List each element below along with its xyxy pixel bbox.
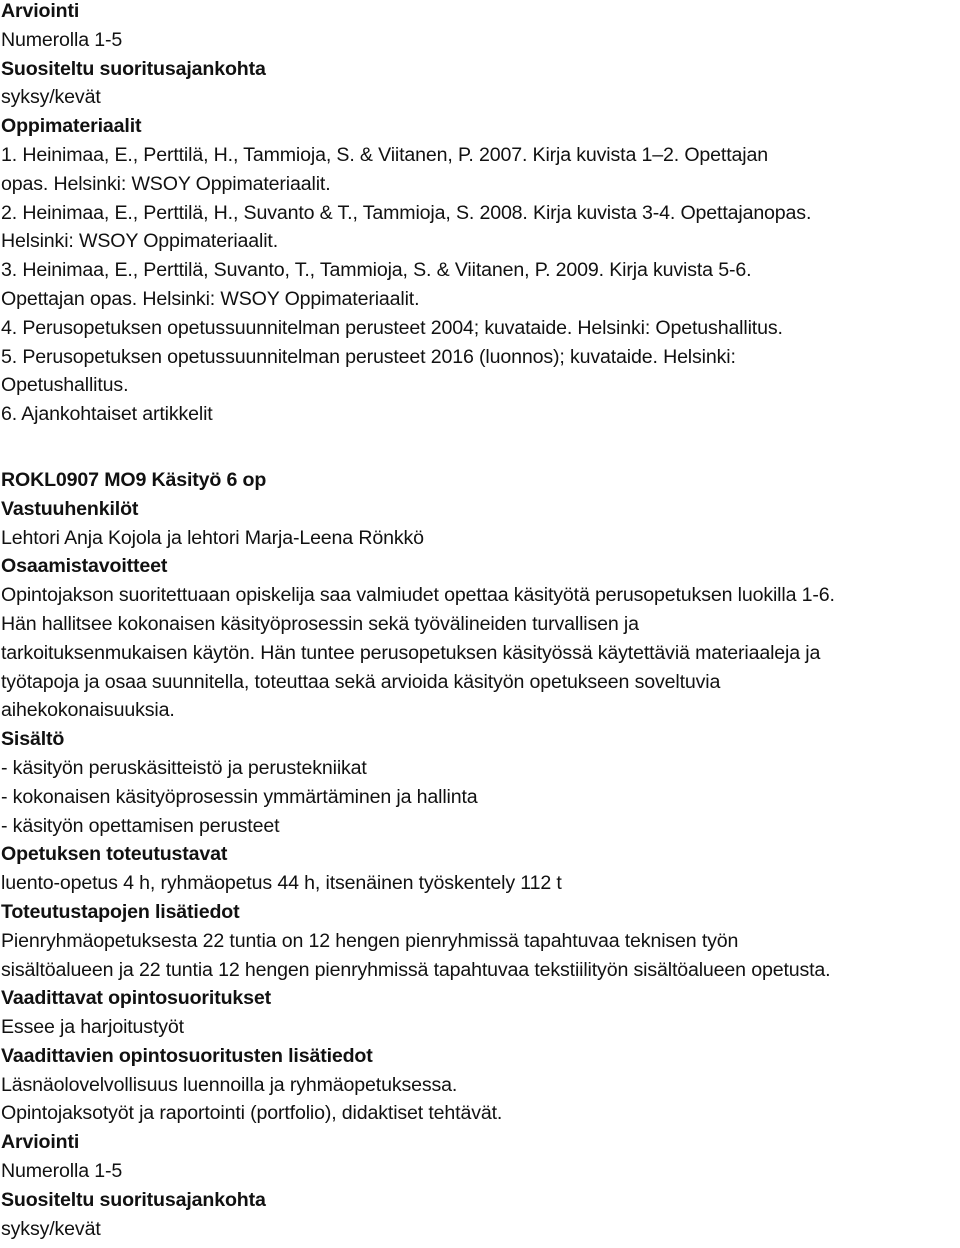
osaamistavoitteet-line: Hän hallitsee kokonaisen käsityöprosessin sekä työvälineiden turvallisen ja — [1, 612, 639, 635]
course-title: ROKL0907 MO9 Käsityö 6 op — [1, 468, 267, 491]
course-arviointi-heading: Arviointi — [1, 1131, 80, 1154]
reference-line: 6. Ajankohtaiset artikkelit — [1, 403, 213, 426]
reference-line: 2. Heinimaa, E., Perttilä, H., Suvanto & T., Tammioja, S. 2008. Kirja kuvista 3-4. Opettajanopas. — [1, 201, 812, 224]
course-suositeltu-value: syksy/kevät — [1, 1217, 101, 1240]
vastuuhenkilot-value: Lehtori Anja Kojola ja lehtori Marja-Leena Rönkkö — [1, 526, 424, 549]
sisalto-item: - käsityön opettamisen perusteet — [1, 814, 280, 837]
sisalto-heading: Sisältö — [1, 728, 65, 751]
lisatiedot-line: Pienryhmäopetuksesta 22 tuntia on 12 hengen pienryhmissä tapahtuvaa teknisen työn — [1, 929, 739, 952]
lisatiedot-line: sisältöalueen ja 22 tuntia 12 hengen pienryhmissä tapahtuvaa tekstiilityön sisältöalueen opetusta. — [1, 958, 831, 981]
reference-line: 1. Heinimaa, E., Perttilä, H., Tammioja, S. & Viitanen, P. 2007. Kirja kuvista 1–2. Opettajan — [1, 143, 768, 166]
course-suositeltu-heading: Suositeltu suoritusajankohta — [1, 1188, 266, 1211]
document — [1, 0, 956, 1243]
toteutustavat-value: luento-opetus 4 h, ryhmäopetus 44 h, itsenäinen työskentely 112 t — [1, 872, 562, 895]
osaamistavoitteet-line: tarkoituksenmukaisen käytön. Hän tuntee perusopetuksen käsityössä käytettäviä materiaaleja ja — [1, 641, 821, 664]
reference-line: Opetushallitus. — [1, 374, 129, 397]
suoritukset-lisatiedot-heading: Vaadittavien opintosuoritusten lisätiedot — [1, 1044, 373, 1067]
suoritukset-lisatiedot-line: Läsnäolovelvollisuus luennoilla ja ryhmäopetuksessa. — [1, 1073, 458, 1096]
arviointi-value: Numerolla 1-5 — [1, 28, 123, 51]
arviointi-heading: Arviointi — [1, 0, 80, 22]
suoritukset-lisatiedot-line: Opintojaksotyöt ja raportointi (portfolio), didaktiset tehtävät. — [1, 1102, 503, 1125]
reference-line: Helsinki: WSOY Oppimateriaalit. — [1, 230, 279, 253]
oppimateriaalit-heading: Oppimateriaalit — [1, 115, 142, 138]
reference-line: Opettajan opas. Helsinki: WSOY Oppimateriaalit. — [1, 287, 420, 310]
suositeltu-heading: Suositeltu suoritusajankohta — [1, 57, 266, 80]
osaamistavoitteet-line: työtapoja ja osaa suunnitella, toteuttaa sekä arvioida käsityön opetukseen soveltuvia — [1, 670, 721, 693]
course-arviointi-value: Numerolla 1-5 — [1, 1160, 123, 1183]
reference-line: 3. Heinimaa, E., Perttilä, Suvanto, T., Tammioja, S. & Viitanen, P. 2009. Kirja kuvista 5-6. — [1, 259, 752, 282]
vastuuhenkilot-heading: Vastuuhenkilöt — [1, 497, 139, 520]
suoritukset-heading: Vaadittavat opintosuoritukset — [1, 987, 272, 1010]
sisalto-item: - käsityön peruskäsitteistö ja perustekniikat — [1, 756, 367, 779]
osaamistavoitteet-line: Opintojakson suoritettuaan opiskelija saa valmiudet opettaa käsityötä perusopetuksen luokilla 1-6. — [1, 584, 835, 607]
osaamistavoitteet-line: aihekokonaisuuksia. — [1, 699, 175, 722]
reference-line: 4. Perusopetuksen opetussuunnitelman perusteet 2004; kuvataide. Helsinki: Opetushallitus. — [1, 316, 783, 339]
toteutustavat-heading: Opetuksen toteutustavat — [1, 843, 228, 866]
osaamistavoitteet-heading: Osaamistavoitteet — [1, 555, 168, 578]
reference-line: opas. Helsinki: WSOY Oppimateriaalit. — [1, 172, 331, 195]
suoritukset-value: Essee ja harjoitustyöt — [1, 1016, 184, 1039]
section-gap — [1, 429, 956, 466]
reference-line: 5. Perusopetuksen opetussuunnitelman perusteet 2016 (luonnos); kuvataide. Helsinki: — [1, 345, 736, 368]
lisatiedot-heading: Toteutustapojen lisätiedot — [1, 900, 240, 923]
suositeltu-value: syksy/kevät — [1, 86, 101, 109]
sisalto-item: - kokonaisen käsityöprosessin ymmärtäminen ja hallinta — [1, 785, 478, 808]
